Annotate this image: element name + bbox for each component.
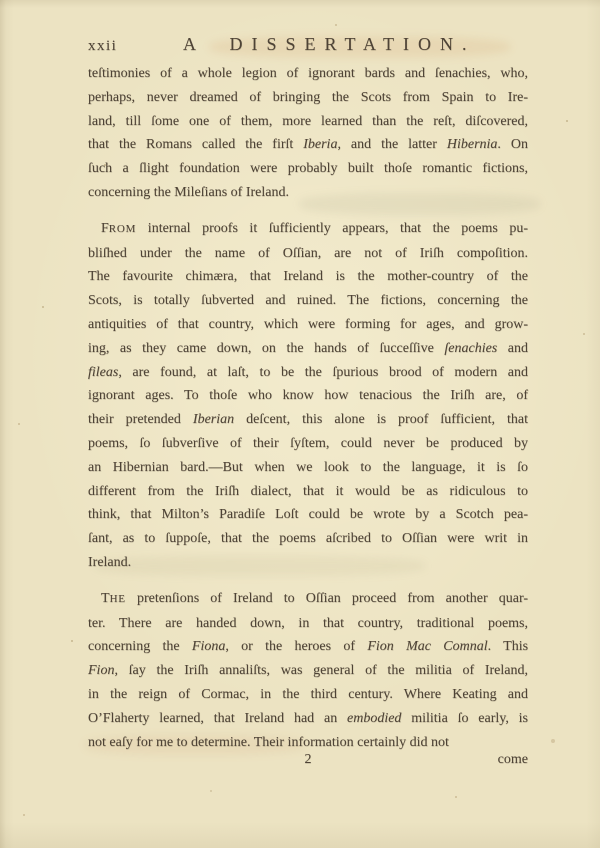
text-segment: ROM — [108, 222, 137, 235]
text-segment: Hibernia — [446, 137, 498, 153]
text-line — [88, 217, 528, 242]
text-line — [88, 157, 528, 181]
text-line — [88, 133, 528, 157]
text-segment: Fion Mac Comnal — [367, 639, 488, 655]
paragraph — [88, 587, 528, 755]
text-segment: ignorant ages. To thoſe who know how tenacious the Iriſh are, of — [88, 388, 528, 404]
catchword: come — [497, 752, 528, 767]
text-segment: think, that Milton’s Paradiſe Loſt could be wrote by a Scotch pea- — [88, 507, 528, 523]
text-segment: , ſay the Iriſh annaliſts, was general of the militia of Ireland, — [114, 663, 528, 679]
text-segment: O’Flaherty learned, that Ireland had an — [88, 710, 347, 726]
text-segment: bliſhed under the name of Oſſian, are not of Iriſh compoſition. — [88, 245, 528, 261]
text-segment: Fiona — [191, 639, 226, 655]
running-title: A DISSERTATION. — [183, 34, 476, 54]
text-segment: that the Romans called the firſt — [88, 137, 304, 153]
text-line — [88, 289, 528, 313]
text-segment: . On — [497, 137, 528, 153]
text-segment: Iberia — [303, 137, 338, 153]
text-segment: Iberian — [192, 412, 235, 428]
text-line — [88, 683, 528, 707]
text-segment: . This — [487, 639, 529, 655]
text-segment: an Hibernian bard.—But when we look to the language, it is ſo — [88, 459, 528, 475]
page-header — [88, 33, 528, 59]
text-line — [88, 503, 528, 527]
text-segment: teſtimonies of a whole legion of ignorant bards and ſenachies, who, — [88, 66, 528, 81]
text-segment: different from the Iriſh dialect, that it would be as ridiculous to — [88, 483, 528, 499]
text-line — [88, 181, 528, 205]
text-segment: in the reign of Cormac, in the third century. Where Keating and — [88, 686, 528, 702]
text-line — [88, 337, 528, 361]
text-segment: deſcent, this alone is proof ſufficient, that — [234, 412, 528, 428]
text-segment: HE — [109, 592, 126, 605]
paragraph — [88, 62, 528, 205]
page-footer — [88, 752, 528, 776]
text-line — [88, 86, 528, 110]
text-segment: ſuch a ſlight foundation were probably built thoſe romantic fictions, — [88, 161, 528, 177]
text-line — [88, 242, 528, 266]
text-segment: , and the latter — [337, 137, 447, 153]
text-segment: not eaſy for me to determine. Their information certainly did not — [88, 734, 449, 750]
text-line — [88, 361, 528, 385]
text-line — [88, 384, 528, 408]
text-segment: perhaps, never dreamed of bringing the Scots from Spain to Ire- — [88, 89, 528, 105]
text-line — [88, 635, 528, 659]
text-line — [88, 731, 528, 755]
text-segment: ſant, as to ſuppoſe, that the poems aſcribed to Oſſian were writ in — [88, 531, 528, 547]
text-line — [88, 110, 528, 134]
text-line — [88, 313, 528, 337]
text-segment: antiquities of that country, which were forming for ages, and grow- — [88, 316, 528, 332]
text-line — [88, 612, 528, 636]
text-segment: F — [101, 220, 109, 236]
text-segment: pretenſions of Ireland to Oſſian proceed from another quar- — [125, 590, 528, 606]
text-segment: Scots, is totally ſubverted and ruined. The fictions, concerning the — [88, 293, 528, 309]
text-segment: concerning the Mileſians of Ireland. — [88, 184, 289, 200]
text-line — [88, 408, 528, 432]
text-segment: embodied — [347, 710, 402, 726]
signature-mark: 2 — [304, 752, 312, 767]
text-segment: , or the heroes of — [225, 639, 368, 655]
text-line — [88, 587, 528, 612]
text-segment: and — [497, 340, 529, 356]
text-segment: concerning the — [88, 639, 192, 655]
text-segment: ter. There are handed down, in that country, traditional poems, — [88, 615, 528, 631]
text-segment: Fion — [88, 663, 115, 679]
text-segment: internal proofs it ſufficiently appears, that the poems pu- — [136, 220, 528, 236]
text-line — [88, 707, 528, 731]
text-segment: militia ſo early, is — [401, 710, 528, 726]
text-line — [88, 265, 528, 289]
text-segment: , are found, at laſt, to be the ſpurious brood of modern and — [118, 364, 528, 380]
text-segment: poems, ſo ſubverſive of their ſyſtem, could never be produced by — [88, 435, 528, 451]
text-segment: ing, as they came down, on the hands of ſucceſſive — [88, 340, 445, 356]
text-segment: fileas — [88, 364, 119, 380]
text-segment: ſenachies — [444, 340, 498, 356]
paper-specks — [0, 0, 2, 2]
text-line — [88, 62, 528, 86]
page-number: xxii — [88, 38, 118, 54]
text-column — [88, 62, 528, 754]
text-segment: their pretended — [88, 412, 193, 428]
paragraph — [88, 217, 528, 575]
text-segment: T — [101, 590, 110, 606]
text-line — [88, 659, 528, 683]
text-segment: land, till ſome one of them, more learned than the reſt, diſcovered, — [88, 113, 528, 129]
text-line — [88, 432, 528, 456]
text-segment: Ireland. — [88, 554, 132, 570]
text-line — [88, 456, 528, 480]
text-segment: The favourite chimæra, that Ireland is the mother-country of the — [88, 269, 528, 285]
text-line — [88, 527, 528, 551]
text-line — [88, 480, 528, 504]
text-line — [88, 551, 528, 575]
